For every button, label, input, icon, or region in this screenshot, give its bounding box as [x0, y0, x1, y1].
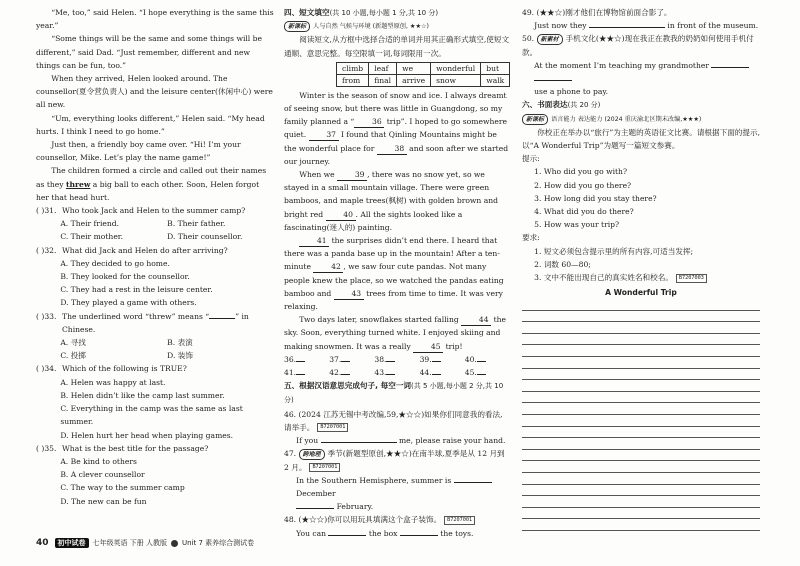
answer-slot[interactable]: [420, 353, 465, 366]
option[interactable]: A. 寻找: [60, 338, 86, 348]
answer-slot-number: 42.: [329, 368, 342, 378]
writing-line[interactable]: [522, 438, 760, 450]
answer-blank[interactable]: [296, 500, 334, 509]
answer-blank[interactable]: [321, 434, 359, 443]
writing-line[interactable]: [522, 392, 760, 404]
option[interactable]: D. Their counsellor.: [167, 232, 243, 242]
requirement-item: 2. 词数 60—80;: [534, 259, 591, 269]
passage-text: Winter is the season of snow and ice. I always dreamt of seeing snow, but there was little in Guangdong, so my family planned a “: [284, 90, 507, 127]
writing-line[interactable]: [522, 334, 760, 346]
answer-slot[interactable]: [329, 366, 374, 379]
hint-item: 3. How long did you stay there?: [534, 193, 657, 203]
column-reading: [36, 6, 274, 508]
answer-slot-number: 40.: [464, 354, 477, 364]
passage-text: I found that Qinling Mountains might be the wonderful place for: [284, 130, 497, 153]
answer-bracket[interactable]: ( )32.: [36, 245, 57, 255]
options-31: [36, 230, 274, 243]
section-score: (共 20 分): [567, 101, 601, 110]
answer-blank[interactable]: [341, 366, 350, 375]
answer-blank[interactable]: [359, 434, 397, 443]
column-cloze: [284, 6, 510, 540]
writing-line[interactable]: [522, 311, 760, 323]
question-31: [36, 204, 274, 217]
passage-paragraph: [36, 164, 274, 204]
answer-blank[interactable]: [328, 527, 366, 536]
answer-blank[interactable]: [341, 353, 350, 362]
answer-bracket[interactable]: ( )31.: [36, 206, 57, 216]
cloze-paragraph: [284, 313, 510, 353]
section-4-heading: [284, 6, 510, 20]
question-text: [62, 310, 274, 336]
new-standard-badge: 新课标: [284, 21, 310, 32]
section-instructions: 你校正在举办以“旅行”为主题的英语征文比赛。请根据下面的提示,以“A Wonderful Trip”为题写一篇短文参赛。: [522, 127, 760, 151]
book-info: 七年级英语 下册 人教版: [92, 539, 167, 547]
word-bank: [336, 62, 510, 87]
option[interactable]: C. Everything in the camp was the same as last summer.: [60, 404, 243, 427]
answer-slot[interactable]: [420, 366, 465, 379]
hints-label: 提示:: [522, 154, 540, 164]
word-bank-word: from: [337, 74, 369, 86]
answer-blank[interactable]: [589, 19, 627, 28]
question-35: [36, 442, 274, 455]
cloze-blank-36[interactable]: 36: [354, 116, 384, 128]
cloze-blank-40[interactable]: 40: [326, 209, 356, 221]
options-31: [36, 217, 274, 230]
word-bank-word: leaf: [369, 62, 397, 74]
word-bank-word: but: [481, 62, 510, 74]
answer-slot-number: 44.: [419, 368, 432, 378]
answer-blank[interactable]: [386, 353, 395, 362]
writing-line[interactable]: [522, 299, 760, 311]
answer-slot[interactable]: [374, 353, 419, 366]
answer-slot-number: 37.: [329, 354, 342, 364]
page-number: 40: [36, 538, 49, 548]
answer-row: [284, 353, 510, 366]
word-bank-word: wonderful: [431, 62, 481, 74]
writing-line[interactable]: [522, 473, 760, 485]
answer-slot-number: 45.: [464, 368, 477, 378]
passage-paragraph: “Um, everything looks different,” Helen said. “My head hurts. I think I need to go home.”: [36, 113, 265, 136]
cloze-blank-37[interactable]: 37: [309, 129, 339, 141]
question-text-part: Just now they: [534, 21, 589, 31]
passage-text: the sky. Soon, everything turned white. I enjoyed skiing and making snowmen. It was a really: [284, 315, 507, 351]
requirement-item: 1. 短文必须包含提示里的所有内容,可适当发挥;: [534, 246, 694, 256]
option[interactable]: D. They played a game with others.: [60, 298, 197, 308]
cloze-blank-38[interactable]: 38: [377, 143, 407, 155]
question-text-part: February.: [334, 502, 374, 512]
question-code: B7207001: [309, 463, 340, 472]
question-text-part: in front of the museum.: [664, 21, 759, 31]
passage-text: trees from time to time. It was very relaxing.: [284, 288, 503, 312]
question-text: Which of the following is TRUE?: [62, 364, 187, 374]
bullet-icon: [171, 540, 178, 547]
answer-blank[interactable]: [534, 72, 572, 81]
cloze-paragraph: [284, 168, 510, 234]
question-32: [36, 244, 274, 257]
column-writing: [522, 6, 760, 303]
writing-line[interactable]: [522, 380, 760, 392]
answer-slot-number: 43.: [374, 368, 387, 378]
cloze-blank-43[interactable]: 43: [334, 288, 364, 300]
hint-item: 5. How was your trip?: [534, 220, 620, 230]
question-number: 47.: [284, 449, 297, 459]
option[interactable]: C. 投掷: [60, 351, 86, 361]
question-text-part: If you: [296, 436, 321, 446]
passage-text: . All the sights looked like a fascinating(迷人的) painting.: [284, 209, 463, 232]
passage-paragraph: “Some things will be the same and some things will be different,” said Dad. “Just remember, different and new things can be fun, too.”: [36, 34, 262, 70]
answer-blank[interactable]: [477, 366, 486, 375]
option[interactable]: C. The way to the summer camp: [60, 483, 185, 493]
answer-slot[interactable]: [465, 366, 510, 379]
options-33: [36, 336, 274, 349]
option[interactable]: B. Helen didn’t like the camp last summer.: [60, 390, 225, 400]
cloze-blank-44[interactable]: 44: [461, 314, 491, 326]
question-text-part: the box: [366, 528, 400, 538]
answer-blank[interactable]: [296, 366, 305, 375]
question-49-zh: 49. (★★☆)刚才他们在博物馆前面合影了。: [522, 8, 672, 17]
hint-item: 1. Who did you go with?: [534, 167, 628, 177]
question-text-part: the toys.: [437, 528, 474, 538]
question-text: What did Jack and Helen do after arriving?: [62, 245, 228, 255]
answer-slot[interactable]: [465, 353, 510, 366]
answer-blank[interactable]: [296, 353, 305, 362]
tagline-text: 语言能力 表达能力 (2024 重庆渝北区期末改编,★★★): [551, 115, 702, 123]
passage-text: , there was no snow yet, so we stayed in a small mountain village. There were green bamboos, and maple trees(枫树) with golden brown and bright red: [284, 170, 498, 219]
option[interactable]: B. Their father.: [167, 219, 226, 229]
question-text-part: You can: [296, 528, 329, 538]
answer-slot[interactable]: [284, 353, 329, 366]
requirements-label: 要求:: [522, 233, 540, 243]
section-title: 六、书面表达: [522, 100, 568, 110]
cloze-blank-41[interactable]: 41: [299, 235, 329, 247]
passage-text: and soon after we started our journey.: [284, 143, 509, 166]
hint-item: 4. What did you do there?: [534, 207, 634, 217]
passage-text: When we: [299, 170, 338, 180]
answer-blank[interactable]: [432, 353, 441, 362]
answer-slot-number: 38.: [374, 354, 387, 364]
question-text: 季节(新题型原创,★★☆)在南半球,夏季是从 12 月到 2 月。: [284, 449, 505, 472]
word-bank-word: arrive: [397, 74, 431, 86]
writing-line[interactable]: [522, 345, 760, 357]
section-4-tagline: [284, 20, 510, 33]
passage-text: Two days later, snowflakes started falling: [299, 315, 462, 325]
section-score: (共 10 小题,每小题 1 分,共 10 分): [329, 9, 439, 17]
question-46-zh: [284, 408, 510, 434]
writing-lines[interactable]: [522, 299, 760, 531]
question-text: 48. (★☆☆)你可以用玩具填满这个盒子装饰。: [284, 515, 442, 525]
writing-line[interactable]: [522, 461, 760, 473]
answer-slot-number: 41.: [284, 368, 297, 378]
question-50-en: [522, 59, 760, 85]
cloze-paragraph: [284, 89, 510, 168]
hint-item: 2. How did you go there?: [534, 180, 632, 190]
writing-line[interactable]: [522, 403, 760, 415]
section-instructions: 阅读短文,从方框中选择合适的单词并用其正确形式填空,使短文通顺、意思完整。每空限填一词,每词限用一次。: [284, 35, 510, 58]
passage-text: a big ball to each other. Soon, Helen forgot her that head hurt.: [36, 179, 260, 202]
writing-line[interactable]: [522, 519, 760, 531]
question-text-part: use a phone to pay.: [534, 87, 609, 97]
question-47-en-cont: [284, 500, 510, 513]
option[interactable]: A. Be kind to others: [60, 456, 137, 466]
answer-slot-number: 39.: [419, 354, 432, 364]
answer-bracket[interactable]: ( )33.: [36, 311, 57, 321]
cross-subject-badge: 跨地理: [299, 449, 325, 460]
answer-slot[interactable]: [284, 366, 329, 379]
answer-bracket[interactable]: ( )34.: [36, 364, 57, 374]
writing-line[interactable]: [522, 496, 760, 508]
passage-paragraph: Just then, a friendly boy came over. “Hi! I’m your counsellor, Mike. Let’s play the name game!”: [36, 140, 241, 163]
question-text: What is the best title for the passage?: [62, 443, 209, 453]
passage-text: , we saw four cute pandas. Not many people knew the place, so we watched the pandas eating bamboo and: [284, 262, 504, 298]
unit-info: Unit 7 素养综合测试卷: [181, 539, 255, 547]
writing-line[interactable]: [522, 485, 760, 497]
passage-paragraph: When they arrived, Helen looked around. The counsellor(夏令营负责人) and the leisure center(休闲中心) were all new.: [36, 74, 273, 110]
question-text-part: ” in Chinese.: [62, 311, 249, 334]
question-49-en: [522, 19, 760, 32]
question-47-zh: [284, 447, 510, 473]
question-text-part: me, please raise your hand.: [396, 436, 506, 446]
question-34: [36, 362, 274, 375]
writing-line[interactable]: [522, 427, 760, 439]
answer-blank[interactable]: [477, 353, 486, 362]
word-bank-word: we: [397, 62, 431, 74]
new-standard-badge: 新课标: [522, 114, 548, 125]
passage-text: trip”. I hoped to go somewhere quiet.: [284, 117, 507, 140]
question-text: 手机文化(★★☆)现在我正在教我的奶奶如何使用手机付款。: [522, 34, 754, 57]
options-33: [36, 349, 274, 362]
answer-bracket[interactable]: ( )35.: [36, 443, 57, 453]
answer-slot[interactable]: [329, 353, 374, 366]
question-text-part: December: [296, 488, 336, 498]
writing-line[interactable]: [522, 369, 760, 381]
cloze-paragraph: [284, 234, 510, 313]
question-48-en: [284, 527, 510, 540]
page-footer: [36, 538, 254, 548]
section-6-heading: [522, 98, 760, 112]
option[interactable]: D. Helen hurt her head when playing games.: [60, 430, 234, 440]
option[interactable]: B. 表演: [167, 338, 193, 348]
question-text-part: At the moment I’m teaching my grandmother: [534, 60, 712, 70]
answer-blank[interactable]: [454, 474, 492, 483]
writing-line[interactable]: [522, 322, 760, 334]
word-bank-word: climb: [337, 62, 369, 74]
question-code: B7207001: [444, 516, 475, 525]
answer-row: [284, 366, 510, 379]
underlined-word-threw: threw: [65, 179, 91, 189]
answer-blank[interactable]: [400, 527, 438, 536]
question-text: 46. (2024 江苏无锡中考改编,59,★☆☆)如果你们同意我的看法,请举手。: [284, 409, 503, 432]
word-bank-word: snow: [431, 74, 481, 86]
option[interactable]: A. They decided to go home.: [60, 258, 170, 268]
option[interactable]: C. Their mother.: [60, 232, 124, 242]
question-47-en: [284, 474, 510, 500]
answer-blank[interactable]: [209, 310, 235, 319]
passage-text: the surprises didn’t end there. I heard that there was a panda base up in the mountain! After a ten-minute: [284, 236, 500, 272]
option[interactable]: D. 装饰: [167, 351, 193, 361]
requirement-text: 3. 文中不能出现自己的真实姓名和校名。: [534, 273, 673, 283]
question-code: B7207001: [317, 423, 348, 432]
passage-text: trip!: [443, 341, 463, 351]
writing-line[interactable]: [522, 450, 760, 462]
section-title: 五、根据汉语意思完成句子, 每空一词: [284, 381, 412, 391]
passage-paragraph: “Me, too,” said Helen. “I hope everything is the same this year.”: [36, 8, 274, 31]
question-50-en-cont: [522, 85, 760, 98]
question-33: [36, 310, 274, 336]
cloze-blank-42[interactable]: 42: [313, 261, 343, 273]
cloze-blank-45[interactable]: 45: [413, 341, 443, 353]
answer-blank[interactable]: [432, 366, 441, 375]
option[interactable]: D. The new can be fun: [60, 496, 147, 506]
writing-line[interactable]: [522, 508, 760, 520]
essay-title: A Wonderful Trip: [605, 288, 677, 298]
question-48-zh: [284, 513, 510, 526]
section-score: (共 5 小题,每小题 2 分,共 10 分): [284, 382, 504, 405]
question-number: 50.: [522, 34, 535, 44]
option[interactable]: A. Their friend.: [60, 219, 120, 229]
new-material-badge: 新素材: [537, 34, 563, 45]
answer-blank[interactable]: [627, 19, 665, 28]
passage-text: The children formed a circle and called out their names as they: [36, 166, 267, 189]
word-bank-word: walk: [481, 74, 510, 86]
cloze-blank-39[interactable]: 39: [337, 169, 367, 181]
question-text-part: The underlined word “threw” means “: [62, 311, 210, 321]
answer-blank[interactable]: [711, 59, 749, 68]
tagline-text: 人与自然 气候与环境 (新题型原创, ★★☆): [313, 23, 429, 31]
option[interactable]: C. They had a rest in the leisure center.: [60, 285, 213, 295]
question-50-zh: [522, 32, 760, 58]
option[interactable]: A. Helen was happy at last.: [60, 377, 166, 387]
section-title: 四、短文填空: [284, 8, 330, 17]
option[interactable]: B. They looked for the counsellor.: [60, 272, 190, 282]
writing-line[interactable]: [522, 357, 760, 369]
brand-logo: 初中试卷: [55, 538, 89, 548]
section-6-tagline: [522, 113, 760, 126]
answer-blank[interactable]: [386, 366, 395, 375]
question-text: Who took Jack and Helen to the summer camp?: [62, 206, 246, 216]
question-46-en: [284, 434, 510, 447]
writing-line[interactable]: [522, 415, 760, 427]
question-code: B7207003: [676, 274, 707, 283]
answer-slot-number: 36.: [284, 354, 297, 364]
answer-slot[interactable]: [374, 366, 419, 379]
option[interactable]: B. A clever counsellor: [60, 470, 145, 480]
word-bank-word: final: [369, 74, 397, 86]
section-5-heading: [284, 379, 510, 407]
question-text-part: In the Southern Hemisphere, summer is: [296, 475, 454, 485]
requirement-item: [522, 271, 760, 284]
